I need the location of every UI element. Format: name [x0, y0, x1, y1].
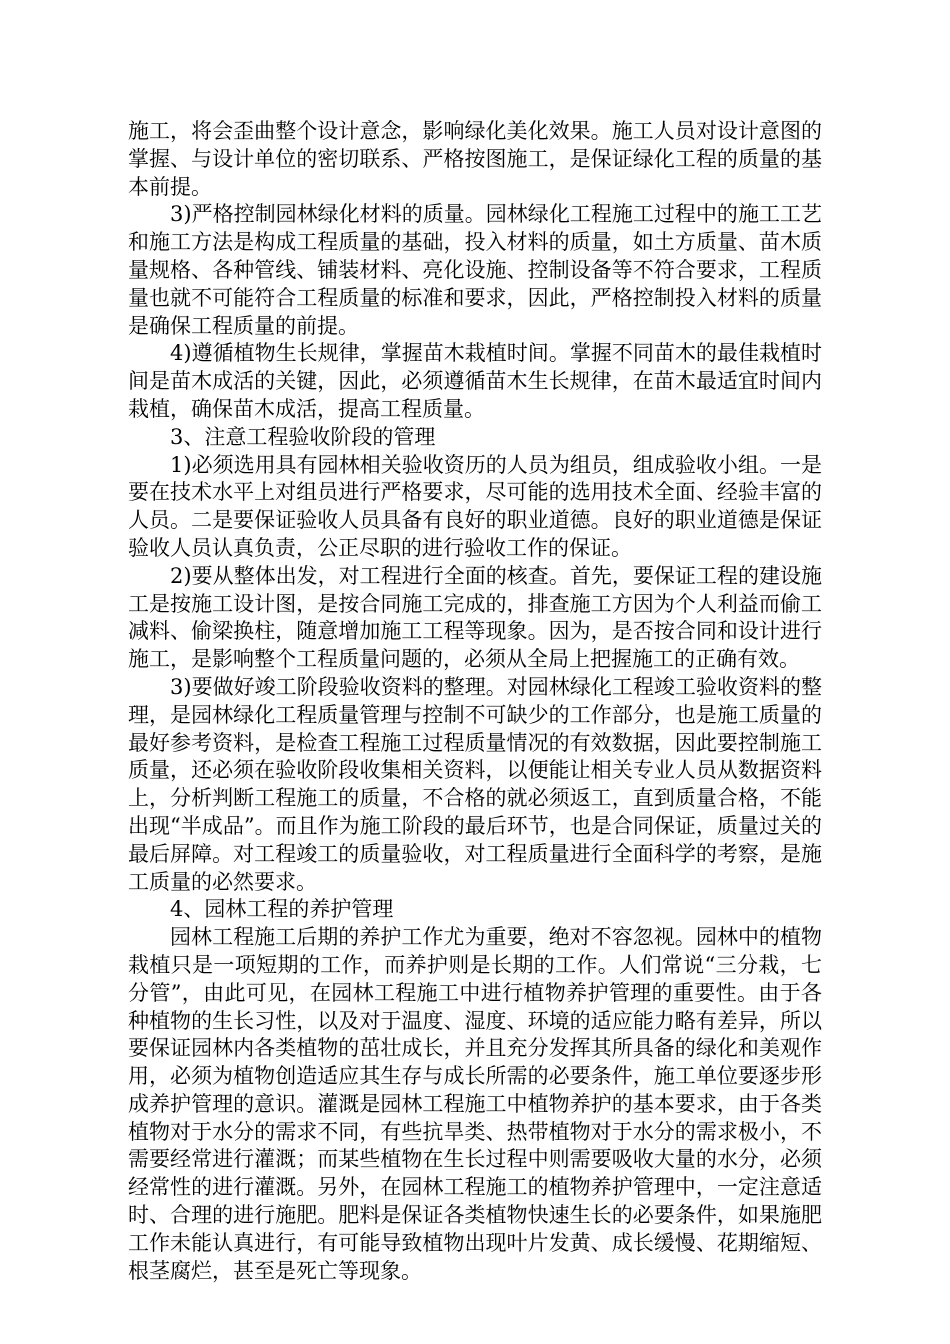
document-page: [128, 118, 822, 1285]
paragraph-completion-records: 3)要做好竣工阶段验收资料的整理。对园林绿化工程竣工验收资料的整理，是园林绿化工程质量管理与控制不可缺少的工作部分，也是施工质量的最好参考资料，是检查工程施工过程质量情况的有效数据，因此要控制施工质量，还必须在验收阶段收集相关资料，以便能让相关专业人员从数据资料上，分析判断工程施工的质量，不合格的就必须返工，直到质量合格，不能出现“半成品”。而且作为施工阶段的最后环节，也是合同保证，质量过关的最后屏障。对工程竣工的质量验收，对工程质量进行全面科学的考察，是施工质量的必然要求。: [128, 674, 822, 894]
paragraph-material-quality: 3)严格控制园林绿化材料的质量。园林绿化工程施工过程中的施工工艺和施工方法是构成工程质量的基础，投入材料的质量，如土方质量、苗木质量规格、各种管线、铺装材料、亮化设施、控制设备等不符合要求，工程质量也就不可能符合工程质量的标准和要求，因此，严格控制投入材料的质量是确保工程质量的前提。: [128, 202, 822, 338]
paragraph-overall-check: 2)要从整体出发，对工程进行全面的核查。首先，要保证工程的建设施工是按施工设计图，是按合同施工完成的，排查施工方因为个人利益而偷工减料、偷梁换柱，随意增加施工工程等现象。因为，是否按合同和设计进行施工，是影响整个工程质量问题的，必须从全局上把握施工的正确有效。: [128, 563, 822, 672]
paragraph-acceptance-team: 1)必须选用具有园林相关验收资历的人员为组员，组成验收小组。一是要在技术水平上对组员进行严格要求，尽可能的选用技术全面、经验丰富的人员。二是要保证验收人员具备有良好的职业道德。良好的职业道德是保证验收人员认真负责，公正尽职的进行验收工作的保证。: [128, 452, 822, 560]
paragraph-maintenance: 园林工程施工后期的养护工作尤为重要，绝对不容忽视。园林中的植物栽植只是一项短期的工作，而养护则是长期的工作。人们常说“三分栽，七分管”，由此可见，在园林工程施工中进行植物养护管理的重要性。由于各种植物的生长习性，以及对于温度、湿度、环境的适应能力略有差异，所以要保证园林内各类植物的茁壮成长，并且充分发挥其所具备的绿化和美观作用，必须为植物创造适应其生存与成长所需的必要条件，施工单位要逐步形成养护管理的意识。灌溉是园林工程施工中植物养护的基本要求，由于各类植物对于水分的需求不同，有些抗旱类、热带植物对于水分的需求极小，不需要经常进行灌溉；而某些植物在生长过程中则需要吸收大量的水分，必须经常性的进行灌溉。另外，在园林工程施工的植物养护管理中，一定注意适时、合理的进行施肥。肥料是保证各类植物快速生长的必要条件，如果施肥工作未能认真进行，有可能导致植物出现叶片发黄、成长缓慢、花期缩短、根茎腐烂，甚至是死亡等现象。: [128, 925, 822, 1283]
paragraph-continuation: 施工，将会歪曲整个设计意念，影响绿化美化效果。施工人员对设计意图的掌握、与设计单位的密切联系、严格按图施工，是保证绿化工程的质量的基本前提。: [128, 119, 822, 199]
section-heading-maintenance: 4、园林工程的养护管理: [170, 897, 394, 922]
section-heading-acceptance: 3、注意工程验收阶段的管理: [170, 424, 436, 449]
paragraph-planting-time: 4)遵循植物生长规律，掌握苗木栽植时间。掌握不同苗木的最佳栽植时间是苗木成活的关键，因此，必须遵循苗木生长规律，在苗木最适宜时间内栽植，确保苗木成活，提高工程质量。: [128, 341, 822, 421]
